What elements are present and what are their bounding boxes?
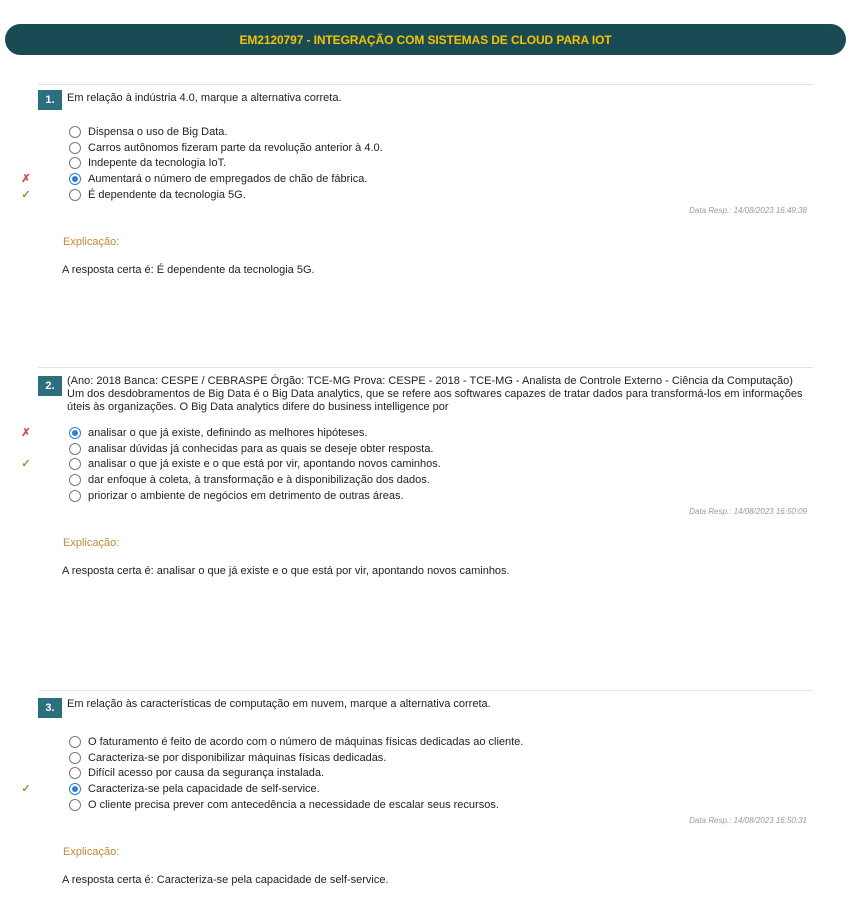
option-item[interactable] bbox=[38, 797, 813, 813]
question-text: Em relação às características de computação em nuvem, marque a alternativa correta. bbox=[67, 698, 491, 710]
question-header bbox=[38, 84, 813, 105]
option-label: É dependente da tecnologia 5G. bbox=[88, 189, 246, 202]
radio-button-selected[interactable] bbox=[69, 173, 81, 185]
radio-button[interactable] bbox=[69, 126, 81, 138]
wrong-answer-icon: ✗ bbox=[21, 173, 31, 186]
explanation-title: Explicação: bbox=[63, 235, 120, 248]
radio-button[interactable] bbox=[69, 443, 81, 455]
option-item[interactable] bbox=[38, 734, 813, 750]
radio-button[interactable] bbox=[69, 752, 81, 764]
question-1 bbox=[21, 84, 813, 276]
option-label: Carros autônomos fizeram parte da revolução anterior à 4.0. bbox=[88, 141, 383, 154]
radio-button-selected[interactable] bbox=[69, 783, 81, 795]
options-list bbox=[21, 734, 813, 813]
course-title-banner bbox=[5, 24, 846, 55]
question-header bbox=[38, 367, 813, 414]
option-item[interactable] bbox=[38, 156, 813, 172]
response-date: Data Resp.: 14/08/2023 16:50:31 bbox=[689, 815, 807, 825]
correct-answer-check-icon: ✓ bbox=[21, 783, 31, 796]
option-item[interactable] bbox=[38, 766, 813, 782]
radio-button[interactable] bbox=[69, 767, 81, 779]
radio-button[interactable] bbox=[69, 189, 81, 201]
option-label: analisar o que já existe, definindo as melhores hipóteses. bbox=[88, 426, 368, 439]
option-label: Difícil acesso por causa da segurança instalada. bbox=[88, 767, 325, 780]
explanation-title: Explicação: bbox=[63, 536, 120, 549]
option-item[interactable] bbox=[21, 781, 813, 797]
question-header bbox=[38, 690, 813, 714]
course-title: EM2120797 - INTEGRAÇÃO COM SISTEMAS DE CLOUD PARA IOT bbox=[239, 32, 612, 47]
option-item[interactable] bbox=[38, 441, 813, 457]
option-label: Caracteriza-se pela capacidade de self-service. bbox=[88, 783, 320, 796]
option-label: Aumentará o número de empregados de chão de fábrica. bbox=[88, 173, 368, 186]
options-list bbox=[21, 425, 813, 504]
explanation-text: A resposta certa é: analisar o que já existe e o que está por vir, apontando novos caminhos. bbox=[62, 564, 510, 577]
radio-button[interactable] bbox=[69, 736, 81, 748]
option-label: O faturamento é feito de acordo com o número de máquinas físicas dedicadas ao cliente. bbox=[88, 735, 524, 748]
explanation-text: A resposta certa é: Caracteriza-se pela capacidade de self-service. bbox=[62, 873, 389, 886]
option-item[interactable] bbox=[38, 488, 813, 504]
option-item[interactable] bbox=[21, 457, 813, 473]
radio-button-selected[interactable] bbox=[69, 427, 81, 439]
option-item[interactable] bbox=[21, 425, 813, 441]
correct-answer-check-icon: ✓ bbox=[21, 189, 31, 202]
option-label: dar enfoque à coleta, à transformação e à disponibilização dos dados. bbox=[88, 474, 430, 487]
question-3 bbox=[21, 690, 813, 886]
option-label: analisar o que já existe e o que está por vir, apontando novos caminhos. bbox=[88, 458, 441, 471]
question-text: (Ano: 2018 Banca: CESPE / CEBRASPE Órgão: TCE-MG Prova: CESPE - 2018 - TCE-MG - Analista de Controle Externo - Ciência da Computação) Um dos desdobramentos de Big Data é o Big Data analytics, que se refere aos softwares capazes de tratar dados para transformá-los em informações úteis às organizações. O Big Data analytics difere do business intelligence por bbox=[67, 375, 803, 413]
response-date: Data Resp.: 14/08/2023 16:50:09 bbox=[689, 506, 807, 516]
option-label: priorizar o ambiente de negócios em detrimento de outras áreas. bbox=[88, 490, 404, 503]
option-label: analisar dúvidas já conhecidas para as quais se deseje obter resposta. bbox=[88, 442, 434, 455]
question-2 bbox=[21, 367, 813, 577]
response-date: Data Resp.: 14/08/2023 16:49:38 bbox=[689, 205, 807, 215]
option-item[interactable] bbox=[21, 171, 813, 187]
option-item[interactable] bbox=[38, 472, 813, 488]
wrong-answer-icon: ✗ bbox=[21, 426, 31, 439]
radio-button[interactable] bbox=[69, 474, 81, 486]
radio-button[interactable] bbox=[69, 490, 81, 502]
explanation-title: Explicação: bbox=[63, 845, 120, 858]
option-item[interactable] bbox=[38, 140, 813, 156]
option-item[interactable] bbox=[38, 124, 813, 140]
explanation-text: A resposta certa é: É dependente da tecnologia 5G. bbox=[62, 263, 315, 276]
option-label: O cliente precisa prever com antecedência a necessidade de escalar seus recursos. bbox=[88, 799, 499, 812]
question-number-badge: 3. bbox=[38, 698, 62, 718]
question-number-badge: 1. bbox=[38, 90, 62, 110]
radio-button[interactable] bbox=[69, 157, 81, 169]
radio-button[interactable] bbox=[69, 142, 81, 154]
option-label: Indepente da tecnologia IoT. bbox=[88, 157, 227, 170]
question-number-badge: 2. bbox=[38, 376, 62, 396]
radio-button[interactable] bbox=[69, 458, 81, 470]
option-label: Caracteriza-se por disponibilizar máquinas físicas dedicadas. bbox=[88, 751, 387, 764]
option-item[interactable] bbox=[38, 750, 813, 766]
option-item[interactable] bbox=[21, 187, 813, 203]
option-label: Dispensa o uso de Big Data. bbox=[88, 125, 228, 138]
options-list bbox=[21, 124, 813, 203]
radio-button[interactable] bbox=[69, 799, 81, 811]
question-text: Em relação à indústria 4.0, marque a alternativa correta. bbox=[67, 92, 342, 104]
correct-answer-check-icon: ✓ bbox=[21, 458, 31, 471]
